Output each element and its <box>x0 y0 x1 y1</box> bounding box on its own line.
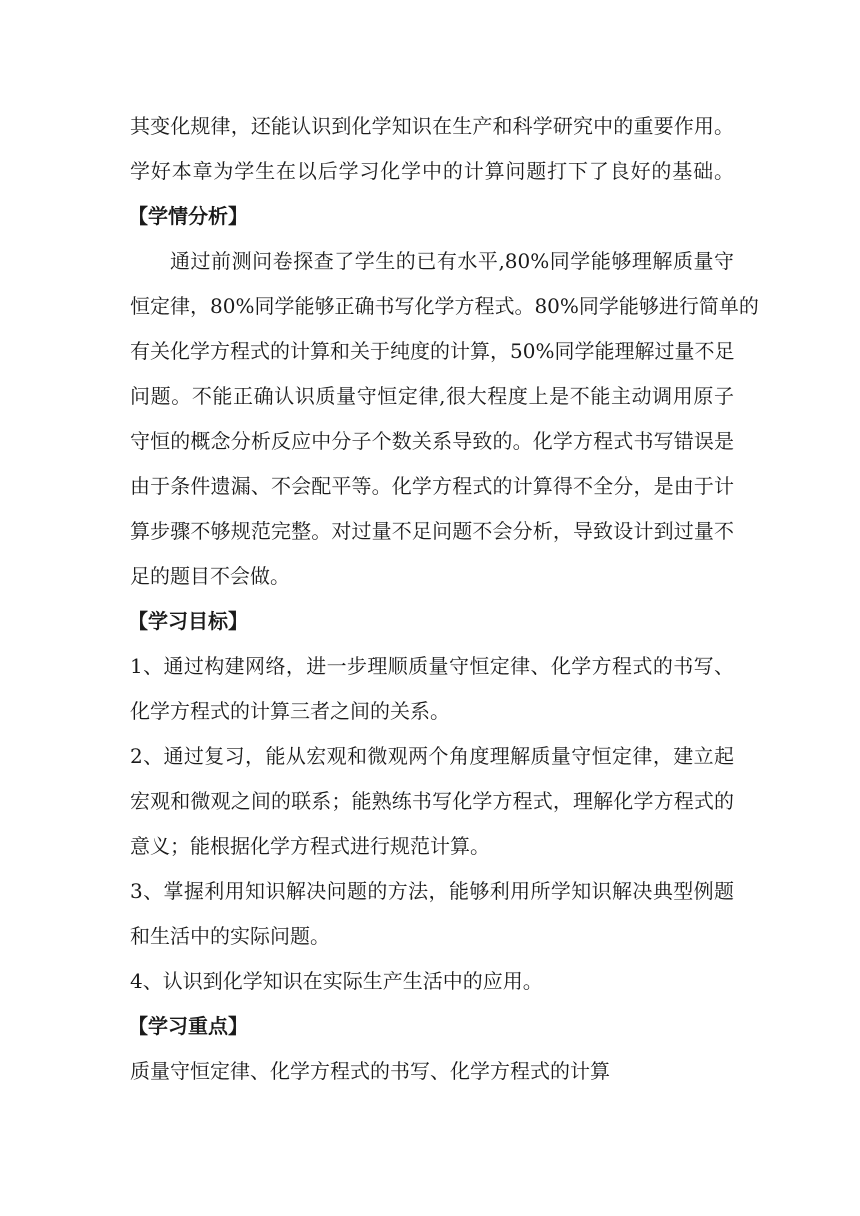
section-heading-key-points: 【学习重点】 <box>128 1014 248 1038</box>
intro-line: 学好本章为学生在以后学习化学中的计算问题打下了良好的基础。 <box>130 159 734 183</box>
section-heading-analysis: 【学情分析】 <box>128 204 248 228</box>
intro-line: 其变化规律，还能认识到化学知识在生产和科学研究中的重要作用。 <box>130 114 734 138</box>
analysis-line: 守恒的概念分析反应中分子个数关系导致的。化学方程式书写错误是 <box>130 429 734 453</box>
objective-line: 2、通过复习，能从宏观和微观两个角度理解质量守恒定律，建立起 <box>130 744 734 768</box>
section-heading-objectives: 【学习目标】 <box>128 609 248 633</box>
analysis-line: 由于条件遗漏、不会配平等。化学方程式的计算得不全分，是由于计 <box>130 474 734 498</box>
analysis-line: 算步骤不够规范完整。对过量不足问题不会分析，导致设计到过量不 <box>130 519 734 543</box>
objective-line: 1、通过构建网络，进一步理顺质量守恒定律、化学方程式的书写、 <box>130 654 734 678</box>
objective-line: 3、掌握利用知识解决问题的方法，能够利用所学知识解决典型例题 <box>130 879 734 903</box>
analysis-line: 恒定律，80%同学能够正确书写化学方程式。80%同学能够进行简单的 <box>130 294 759 318</box>
analysis-line: 问题。不能正确认识质量守恒定律,很大程度上是不能主动调用原子 <box>130 384 734 408</box>
objective-line: 4、认识到化学知识在实际生产生活中的应用。 <box>130 969 543 993</box>
analysis-line: 通过前测问卷探查了学生的已有水平,80%同学能够理解质量守 <box>170 249 734 273</box>
key-point-line: 质量守恒定律、化学方程式的书写、化学方程式的计算 <box>130 1059 610 1083</box>
objective-line: 和生活中的实际问题。 <box>130 924 330 948</box>
objective-line: 意义；能根据化学方程式进行规范计算。 <box>130 834 490 858</box>
objective-line: 宏观和微观之间的联系；能熟练书写化学方程式，理解化学方程式的 <box>130 789 734 813</box>
analysis-line: 足的题目不会做。 <box>130 564 290 588</box>
analysis-line: 有关化学方程式的计算和关于纯度的计算，50%同学能理解过量不足 <box>130 339 735 363</box>
document-body <box>128 104 759 1094</box>
objective-line: 化学方程式的计算三者之间的关系。 <box>130 699 450 723</box>
